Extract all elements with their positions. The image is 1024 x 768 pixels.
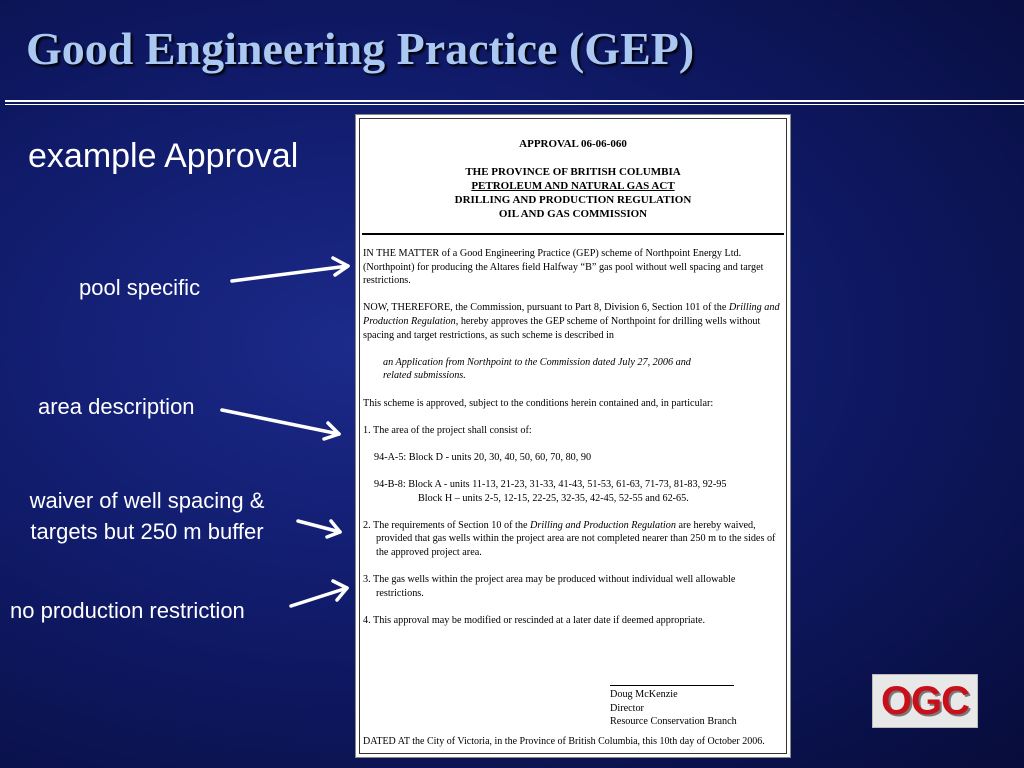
header-regulation: DRILLING AND PRODUCTION REGULATION xyxy=(454,194,692,206)
slide-title: Good Engineering Practice (GEP) xyxy=(26,23,695,74)
condition-item-4: 4. This approval may be modified or rescinded at a later date if deemed appropriate. xyxy=(363,615,706,627)
application-reference xyxy=(363,356,784,383)
signatory-name: Doug McKenzie xyxy=(610,689,678,700)
application-line-2: related submissions. xyxy=(383,370,466,382)
header-province: THE PROVINCE OF BRITISH COLUMBIA xyxy=(465,166,681,178)
approval-number: APPROVAL 06-06-060 xyxy=(519,138,627,150)
approval-document xyxy=(355,114,791,758)
label-pool-specific: pool specific xyxy=(79,275,201,300)
dated-line: DATED AT the City of Victoria, in the Province of British Columbia, this 10th day of October 2006. xyxy=(363,736,765,747)
label-area-description: area description xyxy=(38,394,195,419)
signature-block xyxy=(610,685,737,729)
condition-item-3: 3. The gas wells within the project area may be produced without individual well allowable restrictions. xyxy=(363,574,736,599)
arrow-waiver-icon xyxy=(298,521,340,537)
block-94b8 xyxy=(363,478,784,505)
slide-subtitle: example Approval xyxy=(28,137,299,175)
item-2-regulation: Drilling and Production Regulation xyxy=(530,519,676,531)
document-body xyxy=(363,247,784,641)
label-waiver: waiver of well spacing & targets but 250 m buffer xyxy=(29,488,265,544)
signature-line xyxy=(610,685,734,686)
approval-document-frame xyxy=(359,118,787,754)
block-94a5: 94-A-5: Block D - units 20, 30, 40, 50, 60, 70, 80, 90 xyxy=(374,451,592,463)
ogc-logo-text: OGC xyxy=(880,678,970,723)
condition-item-1: 1. The area of the project shall consist of: xyxy=(363,424,532,436)
signatory-branch: Resource Conservation Branch xyxy=(610,716,737,728)
scheme-approved-paragraph: This scheme is approved, subject to the conditions herein contained and, in particular: xyxy=(363,397,714,409)
in-the-matter-paragraph: IN THE MATTER of a Good Engineering Practice (GEP) scheme of Northpoint Energy Ltd. (Northpoint) for producing the Altares field Halfway “B” gas pool without well spacing and target restrictions. xyxy=(363,248,764,287)
arrow-area-description-icon xyxy=(222,410,339,439)
ogc-logo xyxy=(872,674,978,728)
now-therefore-text-1: NOW, THEREFORE, the Commission, pursuant to Part 8, Division 6, Section 101 of the xyxy=(363,302,729,314)
now-therefore-regulation: Drilling and Production Regulation xyxy=(363,302,780,327)
application-line-1: an Application from Northpoint to the Commission dated July 27, 2006 and xyxy=(383,356,691,368)
header-act: PETROLEUM AND NATURAL GAS ACT xyxy=(471,180,675,192)
block-94b8-line-1: 94-B-8: Block A - units 11-13, 21-23, 31-33, 41-43, 51-53, 61-63, 71-73, 81-83, 92-95 xyxy=(374,479,727,491)
now-therefore-text-2: , hereby approves the GEP scheme of Northpoint for drilling wells without spacing and target restrictions, as such scheme is described in xyxy=(363,315,761,341)
condition-item-2 xyxy=(363,519,784,560)
arrow-pool-specific-icon xyxy=(232,258,348,281)
block-94b8-line-2: Block H – units 2-5, 12-15, 22-25, 32-35, 42-45, 52-55 and 62-65. xyxy=(418,492,689,504)
arrow-no-production-icon xyxy=(291,581,347,606)
document-divider xyxy=(362,233,784,235)
header-commission: OIL AND GAS COMMISSION xyxy=(498,208,648,220)
signatory-position: Director xyxy=(610,702,644,714)
label-no-production: no production restriction xyxy=(10,598,245,623)
item-2-text-b: are hereby waived, provided that gas wells within the project area are not completed nearer than 250 m to the sides of the approved project area. xyxy=(376,519,776,559)
document-header xyxy=(360,137,786,221)
now-therefore-paragraph xyxy=(363,301,784,342)
item-2-text-a: 2. The requirements of Section 10 of the xyxy=(363,519,531,531)
